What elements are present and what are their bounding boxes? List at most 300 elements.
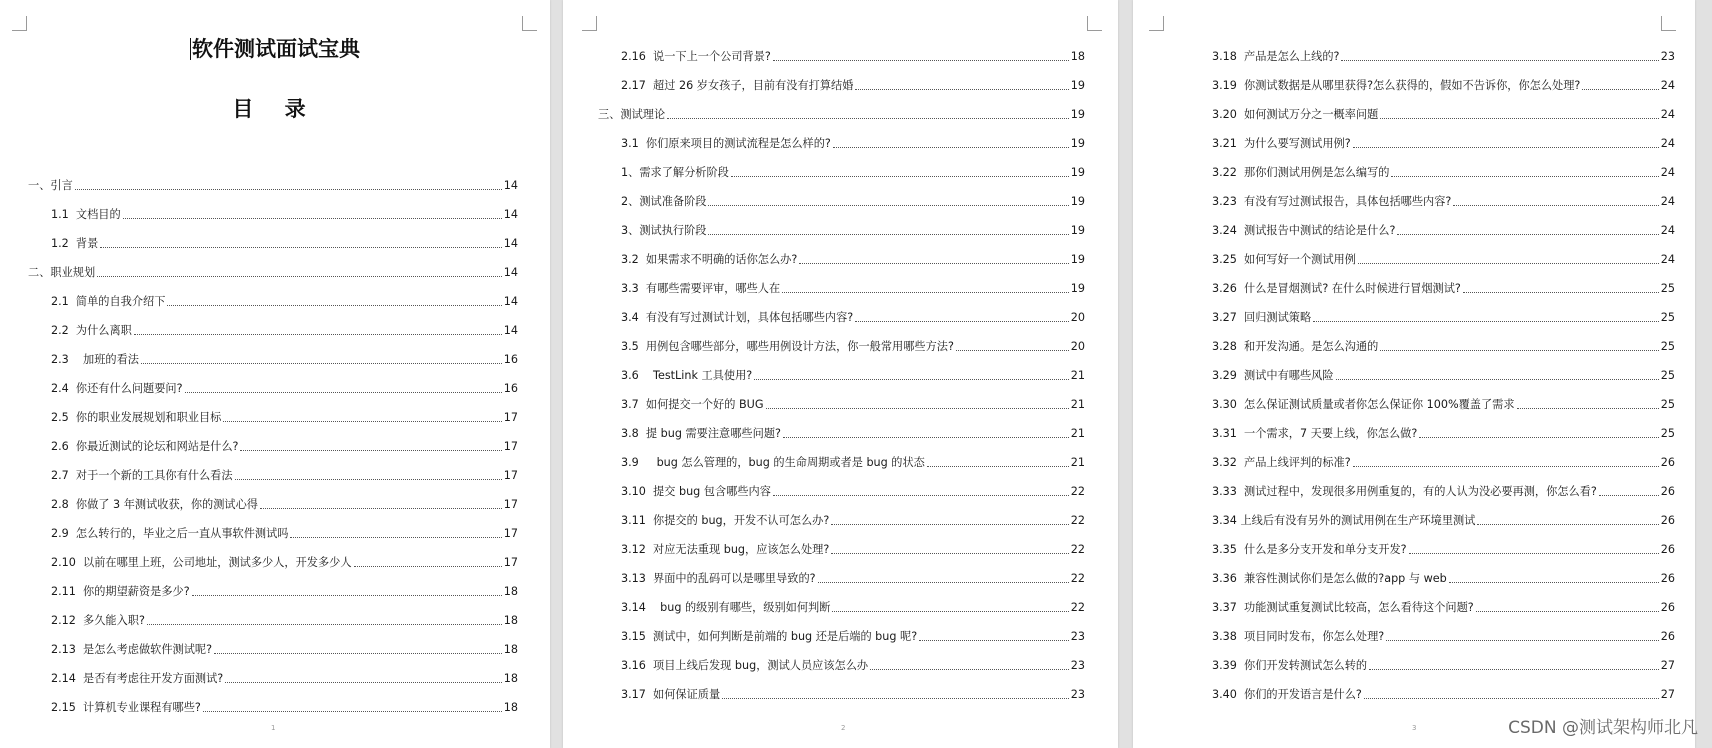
toc-entry[interactable] bbox=[598, 93, 1085, 122]
toc-entry-number: 2.4 bbox=[51, 382, 76, 395]
toc-entry-number: 3.5 bbox=[621, 340, 646, 353]
toc-entry[interactable] bbox=[28, 541, 518, 570]
document-title[interactable]: 软件测试面试宝典 bbox=[192, 36, 360, 61]
toc-entry[interactable] bbox=[1189, 586, 1675, 615]
toc-entry-title: 什么是冒烟测试? 在什么时候进行冒烟测试? bbox=[1244, 282, 1461, 295]
toc-entry-title: 怎么保证测试质量或者你怎么保证你 100%覆盖了需求 bbox=[1244, 398, 1515, 411]
page-number: 1 bbox=[271, 724, 276, 732]
toc-entry-number: 3.9 bbox=[621, 456, 657, 469]
toc-entry-page: 23 bbox=[1070, 688, 1085, 701]
toc-entry-number: 3.24 bbox=[1212, 224, 1245, 237]
toc-entry[interactable] bbox=[1189, 528, 1675, 557]
toc-entry-title: 你们的开发语言是什么? bbox=[1244, 688, 1362, 701]
toc-entry-number: 3.38 bbox=[1212, 630, 1245, 643]
toc-entry-number: 3.32 bbox=[1212, 456, 1245, 469]
margin-corner-mark bbox=[582, 16, 597, 31]
toc-entry[interactable] bbox=[598, 586, 1085, 615]
toc-entry-number: 3.21 bbox=[1212, 137, 1245, 150]
toc-entry-page: 19 bbox=[1070, 137, 1085, 150]
toc-entry-title: 测试中有哪些风险 bbox=[1244, 369, 1334, 382]
toc-entry-page: 17 bbox=[503, 556, 518, 569]
toc-entry-title: 测试理论 bbox=[620, 108, 666, 121]
toc-entry[interactable] bbox=[598, 354, 1085, 383]
toc-leader-dots bbox=[855, 321, 1069, 322]
toc-entry[interactable] bbox=[1189, 296, 1675, 325]
toc-leader-dots bbox=[818, 582, 1069, 583]
toc-entry[interactable] bbox=[28, 454, 518, 483]
toc-leader-dots bbox=[1353, 147, 1659, 148]
toc-entry-number: 3.33 bbox=[1212, 485, 1245, 498]
toc-entry-page: 24 bbox=[1660, 79, 1675, 92]
toc-entry[interactable] bbox=[598, 499, 1085, 528]
toc-leader-dots bbox=[1380, 118, 1658, 119]
toc-entry-number: 3.36 bbox=[1212, 572, 1245, 585]
toc-leader-dots bbox=[754, 379, 1069, 380]
toc-entry-number: 3.35 bbox=[1212, 543, 1245, 556]
toc-entry-number: 3.11 bbox=[621, 514, 654, 527]
toc-entry[interactable] bbox=[598, 412, 1085, 441]
toc-entry[interactable] bbox=[28, 686, 518, 715]
toc-entry-title: 如何提交一个好的 BUG bbox=[645, 398, 764, 411]
toc-entry-page: 18 bbox=[503, 585, 518, 598]
toc-entry-title: 产品上线评判的标准? bbox=[1244, 456, 1351, 469]
document-page-3 bbox=[1133, 0, 1695, 748]
toc-entry-number: 2.3 bbox=[51, 353, 84, 366]
document-page-1 bbox=[0, 0, 550, 748]
toc-leader-dots bbox=[956, 350, 1069, 351]
toc-entry[interactable] bbox=[598, 644, 1085, 673]
toc-entry-title: 界面中的乱码可以是哪里导致的? bbox=[653, 572, 816, 585]
toc-leader-dots bbox=[870, 669, 1069, 670]
page-number: 2 bbox=[841, 724, 846, 732]
toc-entry-number: 3.28 bbox=[1212, 340, 1245, 353]
toc-entry[interactable] bbox=[1189, 470, 1675, 499]
toc-leader-dots bbox=[1463, 292, 1659, 293]
toc-entry[interactable] bbox=[28, 483, 518, 512]
toc-entry[interactable] bbox=[598, 35, 1085, 64]
toc-entry-page: 20 bbox=[1070, 311, 1085, 324]
toc-entry[interactable] bbox=[28, 599, 518, 628]
toc-entry-title: bug 的级别有哪些，级别如何判断 bbox=[660, 601, 831, 614]
toc-entry-title: 你的职业发展规划和职业目标 bbox=[75, 411, 222, 424]
toc-leader-dots bbox=[1419, 437, 1658, 438]
toc-entry-number: 3.40 bbox=[1212, 688, 1245, 701]
toc-entry[interactable] bbox=[598, 557, 1085, 586]
toc-entry-page: 24 bbox=[1660, 224, 1675, 237]
toc-entry-number: 2.16 bbox=[621, 50, 654, 63]
toc-entry-title: 项目上线后发现 bug，测试人员应该怎么办 bbox=[653, 659, 869, 672]
toc-entry-number: 2.11 bbox=[51, 585, 84, 598]
toc-entry-page: 24 bbox=[1660, 108, 1675, 121]
toc-leader-dots bbox=[731, 176, 1069, 177]
toc-entry-page: 22 bbox=[1070, 601, 1085, 614]
toc-leader-dots bbox=[354, 566, 502, 567]
toc-entry[interactable] bbox=[1189, 267, 1675, 296]
toc-leader-dots bbox=[147, 624, 502, 625]
toc-entry-number: 3.37 bbox=[1212, 601, 1245, 614]
toc-entry-number: 2.2 bbox=[51, 324, 76, 337]
toc-entry-title: 你测试数据是从哪里获得?怎么获得的，假如不告诉你，你怎么处理? bbox=[1244, 79, 1581, 92]
toc-entry-number: 2.8 bbox=[51, 498, 76, 511]
toc-entry-page: 26 bbox=[1660, 514, 1675, 527]
toc-entry-title: 为什么离职 bbox=[75, 324, 132, 337]
toc-entry-page: 25 bbox=[1660, 282, 1675, 295]
toc-entry-title: 一个需求，7 天要上线，你怎么做? bbox=[1244, 427, 1418, 440]
toc-entry-number: 3.7 bbox=[621, 398, 646, 411]
toc-leader-dots bbox=[708, 234, 1068, 235]
toc-entry[interactable] bbox=[28, 425, 518, 454]
toc-entry[interactable] bbox=[1189, 615, 1675, 644]
toc-leader-dots bbox=[192, 595, 502, 596]
toc-entry[interactable] bbox=[598, 267, 1085, 296]
toc-entry-page: 14 bbox=[503, 295, 518, 308]
toc-leader-dots bbox=[1599, 495, 1659, 496]
toc-entry-title: 为什么要写测试用例? bbox=[1244, 137, 1351, 150]
toc-entry-title: 简单的自我介绍下 bbox=[75, 295, 166, 308]
toc-entry-number: 3.10 bbox=[621, 485, 654, 498]
toc-entry[interactable] bbox=[1189, 151, 1675, 180]
toc-entry-title: 以前在哪里上班，公司地址，测试多少人，开发多少人 bbox=[83, 556, 352, 569]
toc-entry[interactable] bbox=[1189, 383, 1675, 412]
toc-entry-page: 22 bbox=[1070, 514, 1085, 527]
toc-entry-title: 测试执行阶段 bbox=[639, 224, 707, 237]
toc-entry[interactable] bbox=[1189, 557, 1675, 586]
toc-entry-page: 17 bbox=[503, 411, 518, 424]
toc-entry-title: 和开发沟通。是怎么沟通的 bbox=[1244, 340, 1379, 353]
toc-entry[interactable] bbox=[598, 180, 1085, 209]
toc-entry-page: 25 bbox=[1660, 398, 1675, 411]
toc-entry-title: 说一下上一个公司背景? bbox=[653, 50, 771, 63]
toc-entry-number: 2.6 bbox=[51, 440, 76, 453]
toc-entry-title: 什么是多分支开发和单分支开发? bbox=[1244, 543, 1407, 556]
toc-entry-number: 2.7 bbox=[51, 469, 76, 482]
toc-leader-dots bbox=[1477, 524, 1658, 525]
toc-leader-dots bbox=[235, 479, 502, 480]
toc-entry-number: 一、 bbox=[28, 179, 51, 192]
toc-entry-page: 19 bbox=[1070, 108, 1085, 121]
toc-leader-dots bbox=[855, 89, 1068, 90]
toc-entry[interactable] bbox=[1189, 93, 1675, 122]
toc-entry-number: 3.8 bbox=[621, 427, 646, 440]
toc-entry-title: 测试过程中，发现很多用例重复的，有的人认为没必要再测，你怎么看? bbox=[1244, 485, 1597, 498]
toc-entry-page: 16 bbox=[503, 353, 518, 366]
toc-entry[interactable] bbox=[28, 657, 518, 686]
toc-entry[interactable] bbox=[1189, 441, 1675, 470]
toc-entry-number: 3.14 bbox=[621, 601, 661, 614]
toc-entry-page: 14 bbox=[503, 237, 518, 250]
toc-leader-dots bbox=[225, 682, 502, 683]
toc-leader-dots bbox=[185, 392, 502, 393]
toc-leader-dots bbox=[1582, 89, 1658, 90]
toc-leader-dots bbox=[1380, 350, 1658, 351]
toc-entry[interactable] bbox=[598, 528, 1085, 557]
toc-entry-number: 3.39 bbox=[1212, 659, 1245, 672]
toc-entry-page: 24 bbox=[1660, 253, 1675, 266]
toc-leader-dots bbox=[1369, 669, 1659, 670]
toc-entry-number: 3.34 bbox=[1212, 514, 1241, 527]
toc-leader-dots bbox=[1397, 234, 1658, 235]
toc-leader-dots bbox=[203, 711, 502, 712]
toc-entry-number: 3.12 bbox=[621, 543, 654, 556]
toc-entry-title: 你们开发转测试怎么转的 bbox=[1244, 659, 1368, 672]
toc-entry-number: 2.13 bbox=[51, 643, 84, 656]
toc-entry-number: 2.14 bbox=[51, 672, 84, 685]
toc-leader-dots bbox=[667, 118, 1069, 119]
toc-entry-number: 2.5 bbox=[51, 411, 76, 424]
toc-entry[interactable] bbox=[1189, 64, 1675, 93]
toc-entry[interactable] bbox=[1189, 180, 1675, 209]
toc-entry[interactable] bbox=[1189, 238, 1675, 267]
toc-entry-title: 需求了解分析阶段 bbox=[639, 166, 729, 179]
toc-entry-page: 25 bbox=[1660, 311, 1675, 324]
toc-entry-number: 3.15 bbox=[621, 630, 654, 643]
toc-entry-title: 功能测试重复测试比较高，怎么看待这个问题? bbox=[1244, 601, 1474, 614]
toc-entry-number: 3.26 bbox=[1212, 282, 1245, 295]
toc-entry[interactable] bbox=[1189, 35, 1675, 64]
toc-entry-title: 引言 bbox=[50, 179, 73, 192]
toc-entry-title: TestLink 工具使用? bbox=[653, 369, 753, 382]
toc-entry-number: 3.3 bbox=[621, 282, 646, 295]
toc-entry-page: 21 bbox=[1070, 427, 1085, 440]
toc-entry[interactable] bbox=[1189, 209, 1675, 238]
toc-entry-number: 3.25 bbox=[1212, 253, 1245, 266]
toc-leader-dots bbox=[1453, 205, 1658, 206]
toc-leader-dots bbox=[1517, 408, 1659, 409]
toc-entry[interactable] bbox=[28, 251, 518, 280]
toc-entry-number: 3.30 bbox=[1212, 398, 1245, 411]
toc-entry-title: 你的期望薪资是多少? bbox=[83, 585, 190, 598]
toc-leader-dots bbox=[783, 437, 1069, 438]
toc-entry[interactable] bbox=[598, 122, 1085, 151]
toc-entry-page: 26 bbox=[1660, 630, 1675, 643]
toc-entry-page: 25 bbox=[1660, 369, 1675, 382]
toc-entry-number: 3.20 bbox=[1212, 108, 1245, 121]
toc-entry-page: 18 bbox=[503, 614, 518, 627]
toc-entry-title: 背景 bbox=[75, 237, 99, 250]
toc-entry-title: 那你们测试用例是怎么编写的 bbox=[1244, 166, 1390, 179]
toc-entry-page: 21 bbox=[1070, 456, 1085, 469]
toc-entry[interactable] bbox=[598, 151, 1085, 180]
toc-entry-number: 2、 bbox=[621, 195, 640, 208]
toc-leader-dots bbox=[766, 408, 1069, 409]
toc-entry-page: 22 bbox=[1070, 485, 1085, 498]
toc-entry-page: 24 bbox=[1660, 137, 1675, 150]
toc-entry-number: 2.15 bbox=[51, 701, 84, 714]
toc-leader-dots bbox=[1358, 263, 1659, 264]
toc-entry-page: 19 bbox=[1070, 224, 1085, 237]
margin-corner-mark bbox=[1087, 16, 1102, 31]
toc-entry-page: 26 bbox=[1660, 485, 1675, 498]
toc-entry-title: 你提交的 bug，开发不认可怎么办? bbox=[653, 514, 830, 527]
toc-leader-dots bbox=[97, 276, 502, 277]
toc-entry-number: 3.31 bbox=[1212, 427, 1245, 440]
toc-entry-number: 2.10 bbox=[51, 556, 84, 569]
toc-entry-number: 3、 bbox=[621, 224, 640, 237]
toc-leader-dots bbox=[773, 60, 1069, 61]
toc-entry-page: 23 bbox=[1070, 659, 1085, 672]
toc-entry[interactable] bbox=[1189, 644, 1675, 673]
toc-leader-dots bbox=[1449, 582, 1659, 583]
toc-leader-dots bbox=[833, 147, 1069, 148]
toc-entry-title: 测试报告中测试的结论是什么? bbox=[1244, 224, 1396, 237]
toc-entry[interactable] bbox=[28, 164, 518, 193]
margin-corner-mark bbox=[1149, 16, 1164, 31]
toc-entry-number: 2.17 bbox=[621, 79, 654, 92]
toc-entry[interactable] bbox=[598, 470, 1085, 499]
toc-entry-page: 24 bbox=[1660, 195, 1675, 208]
toc-entry-title: 项目同时发布，你怎么处理? bbox=[1244, 630, 1385, 643]
toc-entry-page: 17 bbox=[503, 469, 518, 482]
toc-entry-page: 14 bbox=[503, 324, 518, 337]
toc-entry[interactable] bbox=[598, 673, 1085, 702]
toc-list bbox=[598, 35, 1085, 702]
toc-entry[interactable] bbox=[598, 615, 1085, 644]
margin-corner-mark bbox=[12, 16, 27, 31]
toc-leader-dots bbox=[223, 421, 501, 422]
toc-entry[interactable] bbox=[28, 367, 518, 396]
toc-entry-number: 3.1 bbox=[621, 137, 646, 150]
toc-leader-dots bbox=[134, 334, 502, 335]
toc-entry-page: 14 bbox=[503, 266, 518, 279]
toc-entry[interactable] bbox=[1189, 354, 1675, 383]
toc-entry-number: 1.2 bbox=[51, 237, 76, 250]
toc-entry-page: 20 bbox=[1070, 340, 1085, 353]
toc-leader-dots bbox=[167, 305, 501, 306]
toc-leader-dots bbox=[1313, 321, 1659, 322]
toc-entry[interactable] bbox=[598, 64, 1085, 93]
toc-entry[interactable] bbox=[28, 338, 518, 367]
toc-entry[interactable] bbox=[28, 396, 518, 425]
toc-entry-title: 有哪些需要评审，哪些人在 bbox=[645, 282, 781, 295]
toc-leader-dots bbox=[773, 495, 1069, 496]
toc-entry[interactable] bbox=[598, 209, 1085, 238]
toc-entry-title: 怎么转行的，毕业之后一直从事软件测试吗 bbox=[75, 527, 289, 540]
toc-leader-dots bbox=[1341, 60, 1658, 61]
toc-entry-title: 用例包含哪些部分，哪些用例设计方法，你一般常用哪些方法? bbox=[645, 340, 954, 353]
toc-leader-dots bbox=[123, 218, 502, 219]
toc-entry[interactable] bbox=[598, 296, 1085, 325]
toc-entry-title: 产品是怎么上线的? bbox=[1244, 50, 1340, 63]
toc-leader-dots bbox=[1364, 698, 1659, 699]
toc-entry-page: 19 bbox=[1070, 282, 1085, 295]
toc-entry-number: 2.12 bbox=[51, 614, 84, 627]
toc-leader-dots bbox=[1476, 611, 1659, 612]
toc-entry-number: 3.23 bbox=[1212, 195, 1245, 208]
toc-leader-dots bbox=[722, 698, 1069, 699]
toc-entry[interactable] bbox=[28, 222, 518, 251]
toc-entry-page: 26 bbox=[1660, 456, 1675, 469]
toc-leader-dots bbox=[831, 524, 1068, 525]
toc-entry-page: 27 bbox=[1660, 688, 1675, 701]
toc-entry-title: 测试准备阶段 bbox=[639, 195, 707, 208]
toc-entry-number: 2.9 bbox=[51, 527, 76, 540]
toc-entry[interactable] bbox=[598, 383, 1085, 412]
toc-entry-page: 24 bbox=[1660, 166, 1675, 179]
toc-list bbox=[1189, 35, 1675, 702]
toc-entry-page: 25 bbox=[1660, 340, 1675, 353]
toc-leader-dots bbox=[100, 247, 501, 248]
toc-entry-title: 多久能入职? bbox=[83, 614, 145, 627]
toc-entry[interactable] bbox=[1189, 673, 1675, 702]
toc-leader-dots bbox=[141, 363, 502, 364]
toc-list bbox=[28, 164, 518, 715]
toc-entry[interactable] bbox=[1189, 122, 1675, 151]
toc-entry-title: 如何保证质量 bbox=[653, 688, 721, 701]
toc-entry-title: 有没有写过测试计划，具体包括哪些内容? bbox=[645, 311, 854, 324]
toc-entry[interactable] bbox=[598, 441, 1085, 470]
margin-corner-mark bbox=[522, 16, 537, 31]
toc-leader-dots bbox=[832, 611, 1068, 612]
toc-leader-dots bbox=[799, 263, 1068, 264]
toc-entry-number: 3.19 bbox=[1212, 79, 1245, 92]
toc-leader-dots bbox=[290, 537, 501, 538]
toc-entry[interactable] bbox=[598, 325, 1085, 354]
toc-entry-page: 17 bbox=[503, 440, 518, 453]
toc-entry[interactable] bbox=[28, 280, 518, 309]
toc-entry[interactable] bbox=[28, 628, 518, 657]
page-number: 3 bbox=[1412, 724, 1417, 732]
toc-entry-page: 16 bbox=[503, 382, 518, 395]
toc-entry[interactable] bbox=[28, 512, 518, 541]
toc-entry-number: 3.4 bbox=[621, 311, 646, 324]
toc-entry-number: 1、 bbox=[621, 166, 640, 179]
toc-entry-title: 如何测试万分之一概率问题 bbox=[1244, 108, 1379, 121]
toc-entry-page: 27 bbox=[1660, 659, 1675, 672]
toc-entry-title: 兼容性测试你们是怎么做的?app 与 web bbox=[1244, 572, 1447, 585]
toc-leader-dots bbox=[1336, 379, 1659, 380]
toc-entry-title: 计算机专业课程有哪些? bbox=[83, 701, 201, 714]
margin-corner-mark bbox=[1661, 16, 1676, 31]
toc-entry-number: 3.22 bbox=[1212, 166, 1245, 179]
toc-entry-page: 21 bbox=[1070, 398, 1085, 411]
toc-entry[interactable] bbox=[1189, 499, 1675, 528]
document-page-2 bbox=[563, 0, 1118, 748]
toc-entry-title: 是否有考虑往开发方面测试? bbox=[83, 672, 224, 685]
toc-entry-page: 25 bbox=[1660, 427, 1675, 440]
toc-entry-page: 23 bbox=[1070, 630, 1085, 643]
toc-entry-page: 19 bbox=[1070, 79, 1085, 92]
toc-entry-page: 18 bbox=[1070, 50, 1085, 63]
toc-entry-page: 19 bbox=[1070, 166, 1085, 179]
toc-entry-title: 有没有写过测试报告，具体包括哪些内容? bbox=[1244, 195, 1452, 208]
toc-entry-title: 对应无法重现 bug，应该怎么处理? bbox=[653, 543, 830, 556]
toc-entry-number: 3.6 bbox=[621, 369, 654, 382]
toc-entry[interactable] bbox=[598, 238, 1085, 267]
toc-entry[interactable] bbox=[28, 570, 518, 599]
toc-leader-dots bbox=[1409, 553, 1659, 554]
toc-entry-title: 你还有什么问题要问? bbox=[75, 382, 183, 395]
toc-leader-dots bbox=[1353, 466, 1659, 467]
toc-entry[interactable] bbox=[28, 309, 518, 338]
toc-entry-page: 26 bbox=[1660, 572, 1675, 585]
toc-entry-page: 19 bbox=[1070, 195, 1085, 208]
toc-entry-number: 3.16 bbox=[621, 659, 654, 672]
toc-leader-dots bbox=[1386, 640, 1659, 641]
toc-entry-title: 你最近测试的论坛和网站是什么? bbox=[75, 440, 239, 453]
toc-entry-title: 上线后有没有另外的测试用例在生产环境里测试 bbox=[1240, 514, 1476, 527]
toc-entry-title: 加班的看法 bbox=[83, 353, 139, 366]
toc-entry[interactable] bbox=[1189, 412, 1675, 441]
toc-entry[interactable] bbox=[1189, 325, 1675, 354]
toc-leader-dots bbox=[782, 292, 1069, 293]
toc-entry[interactable] bbox=[28, 193, 518, 222]
toc-entry-number: 3.17 bbox=[621, 688, 654, 701]
toc-leader-dots bbox=[240, 450, 501, 451]
toc-leader-dots bbox=[919, 640, 1069, 641]
toc-leader-dots bbox=[831, 553, 1068, 554]
toc-entry-title: 提 bug 需要注意哪些问题? bbox=[645, 427, 781, 440]
toc-entry-page: 26 bbox=[1660, 543, 1675, 556]
